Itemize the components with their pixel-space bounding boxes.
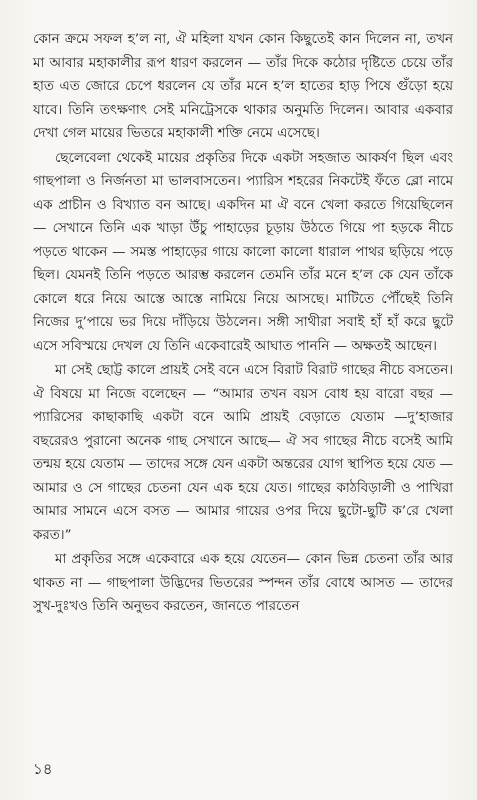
page-number: ১৪ <box>33 760 53 778</box>
paragraph-1: কোন ক্রমে সফল হ’ল না, ঐ মহিলা যখন কোন কিছুতেই কান দিলেন না, তখন মা আবার মহাকালীর রূপ ধারণ করলেন — তাঁর দিকে কঠোর দৃষ্টিতে চেয়ে তাঁর হাত এত জোরে চেপে ধরলেন যে তাঁর মনে হ’ল হাতের হাড় পিষে গুঁড়ো হয়ে যাবে। তিনি তৎক্ষণাৎ সেই মনিট্রেসকে থাকার অনুমতি দিলেন। আবার একবার দেখা গেল মায়ের ভিতরে মহাকালী শক্তি নেমে এসেছে। <box>33 32 453 141</box>
paragraph-3: মা সেই ছোট্ট কালে প্রায়ই সেই বনে এসে বিরাট বিরাট গাছের নীচে বসতেন। ঐ বিষয়ে মা নিজে বলেছেন — “আমার তখন বয়স বোধ হয় বারো বছর — প্যারিসের কাছাকাছি একটা বনে আমি প্রায়ই বেড়াতে যেতাম —দু’হাজার বছরেরও পুরানো অনেক গাছ সেখানে আছে— ঐ সব গাছের নীচে বসেই আমি তন্ময় হয়ে যেতাম — তাদের সঙ্গে যেন একটা অন্তরের যোগ স্থাপিত হয়ে যেত — আমার ও সে গাছের চেতনা যেন এক হয়ে যেত। গাছের কাঠবিড়ালী ও পাখিরা আমার সামনে এসে বসত — আমার গায়ের ওপর দিয়ে ছুটো-ছুটি ক’রে খেলা করত।” <box>33 363 453 543</box>
paragraph-4: মা প্রকৃতির সঙ্গে একেবারে এক হয়ে যেতেন— কোন ভিন্ন চেতনা তাঁর আর থাকত না — গাছপালা উদ্ভিদের ভিতরের স্পন্দন তাঁর বোধে আসত — তাদের সুখ-দুঃখও তিনি অনুভব করতেন, জানতে পারতেন <box>33 552 453 614</box>
paragraph-2: ছেলেবেলা থেকেই মায়ের প্রকৃতির দিকে একটা সহজাত আকর্ষণ ছিল এবং গাছপালা ও নির্জনতা মা ভালবাসতেন। প্যারিস শহরের নিকটেই ফঁতে ব্লো নামে এক প্রাচীন ও বিখ্যাত বন আছে। একদিন মা ঐ বনে খেলা করতে গিয়েছিলেন — সেখানে তিনি এক খাড়া উঁচু পাহাড়ের চূড়ায় উঠতে গিয়ে পা হড়কে নীচে পড়তে থাকেন — সমস্ত পাহাড়ের গায়ে কালো কালো ধারাল পাথর ছড়িয়ে পড়ে ছিল। যেমনই তিনি পড়তে আরম্ভ করলেন তেমনি তাঁর মনে হ’ল কে যেন তাঁকে কোলে ধরে নিয়ে আস্তে আস্তে নামিয়ে নিয়ে আসছে। মাটিতে পৌঁছেই তিনি নিজের দু’পায়ে ভর দিয়ে দাঁড়িয়ে উঠলেন। সঙ্গী সাথীরা সবাই হাঁ হাঁ করে ছুটে এসে সবিস্ময়ে দেখল যে তিনি একেবারেই আঘাত পাননি — অক্ষতই আছেন। <box>33 150 453 354</box>
body-text <box>33 28 453 619</box>
